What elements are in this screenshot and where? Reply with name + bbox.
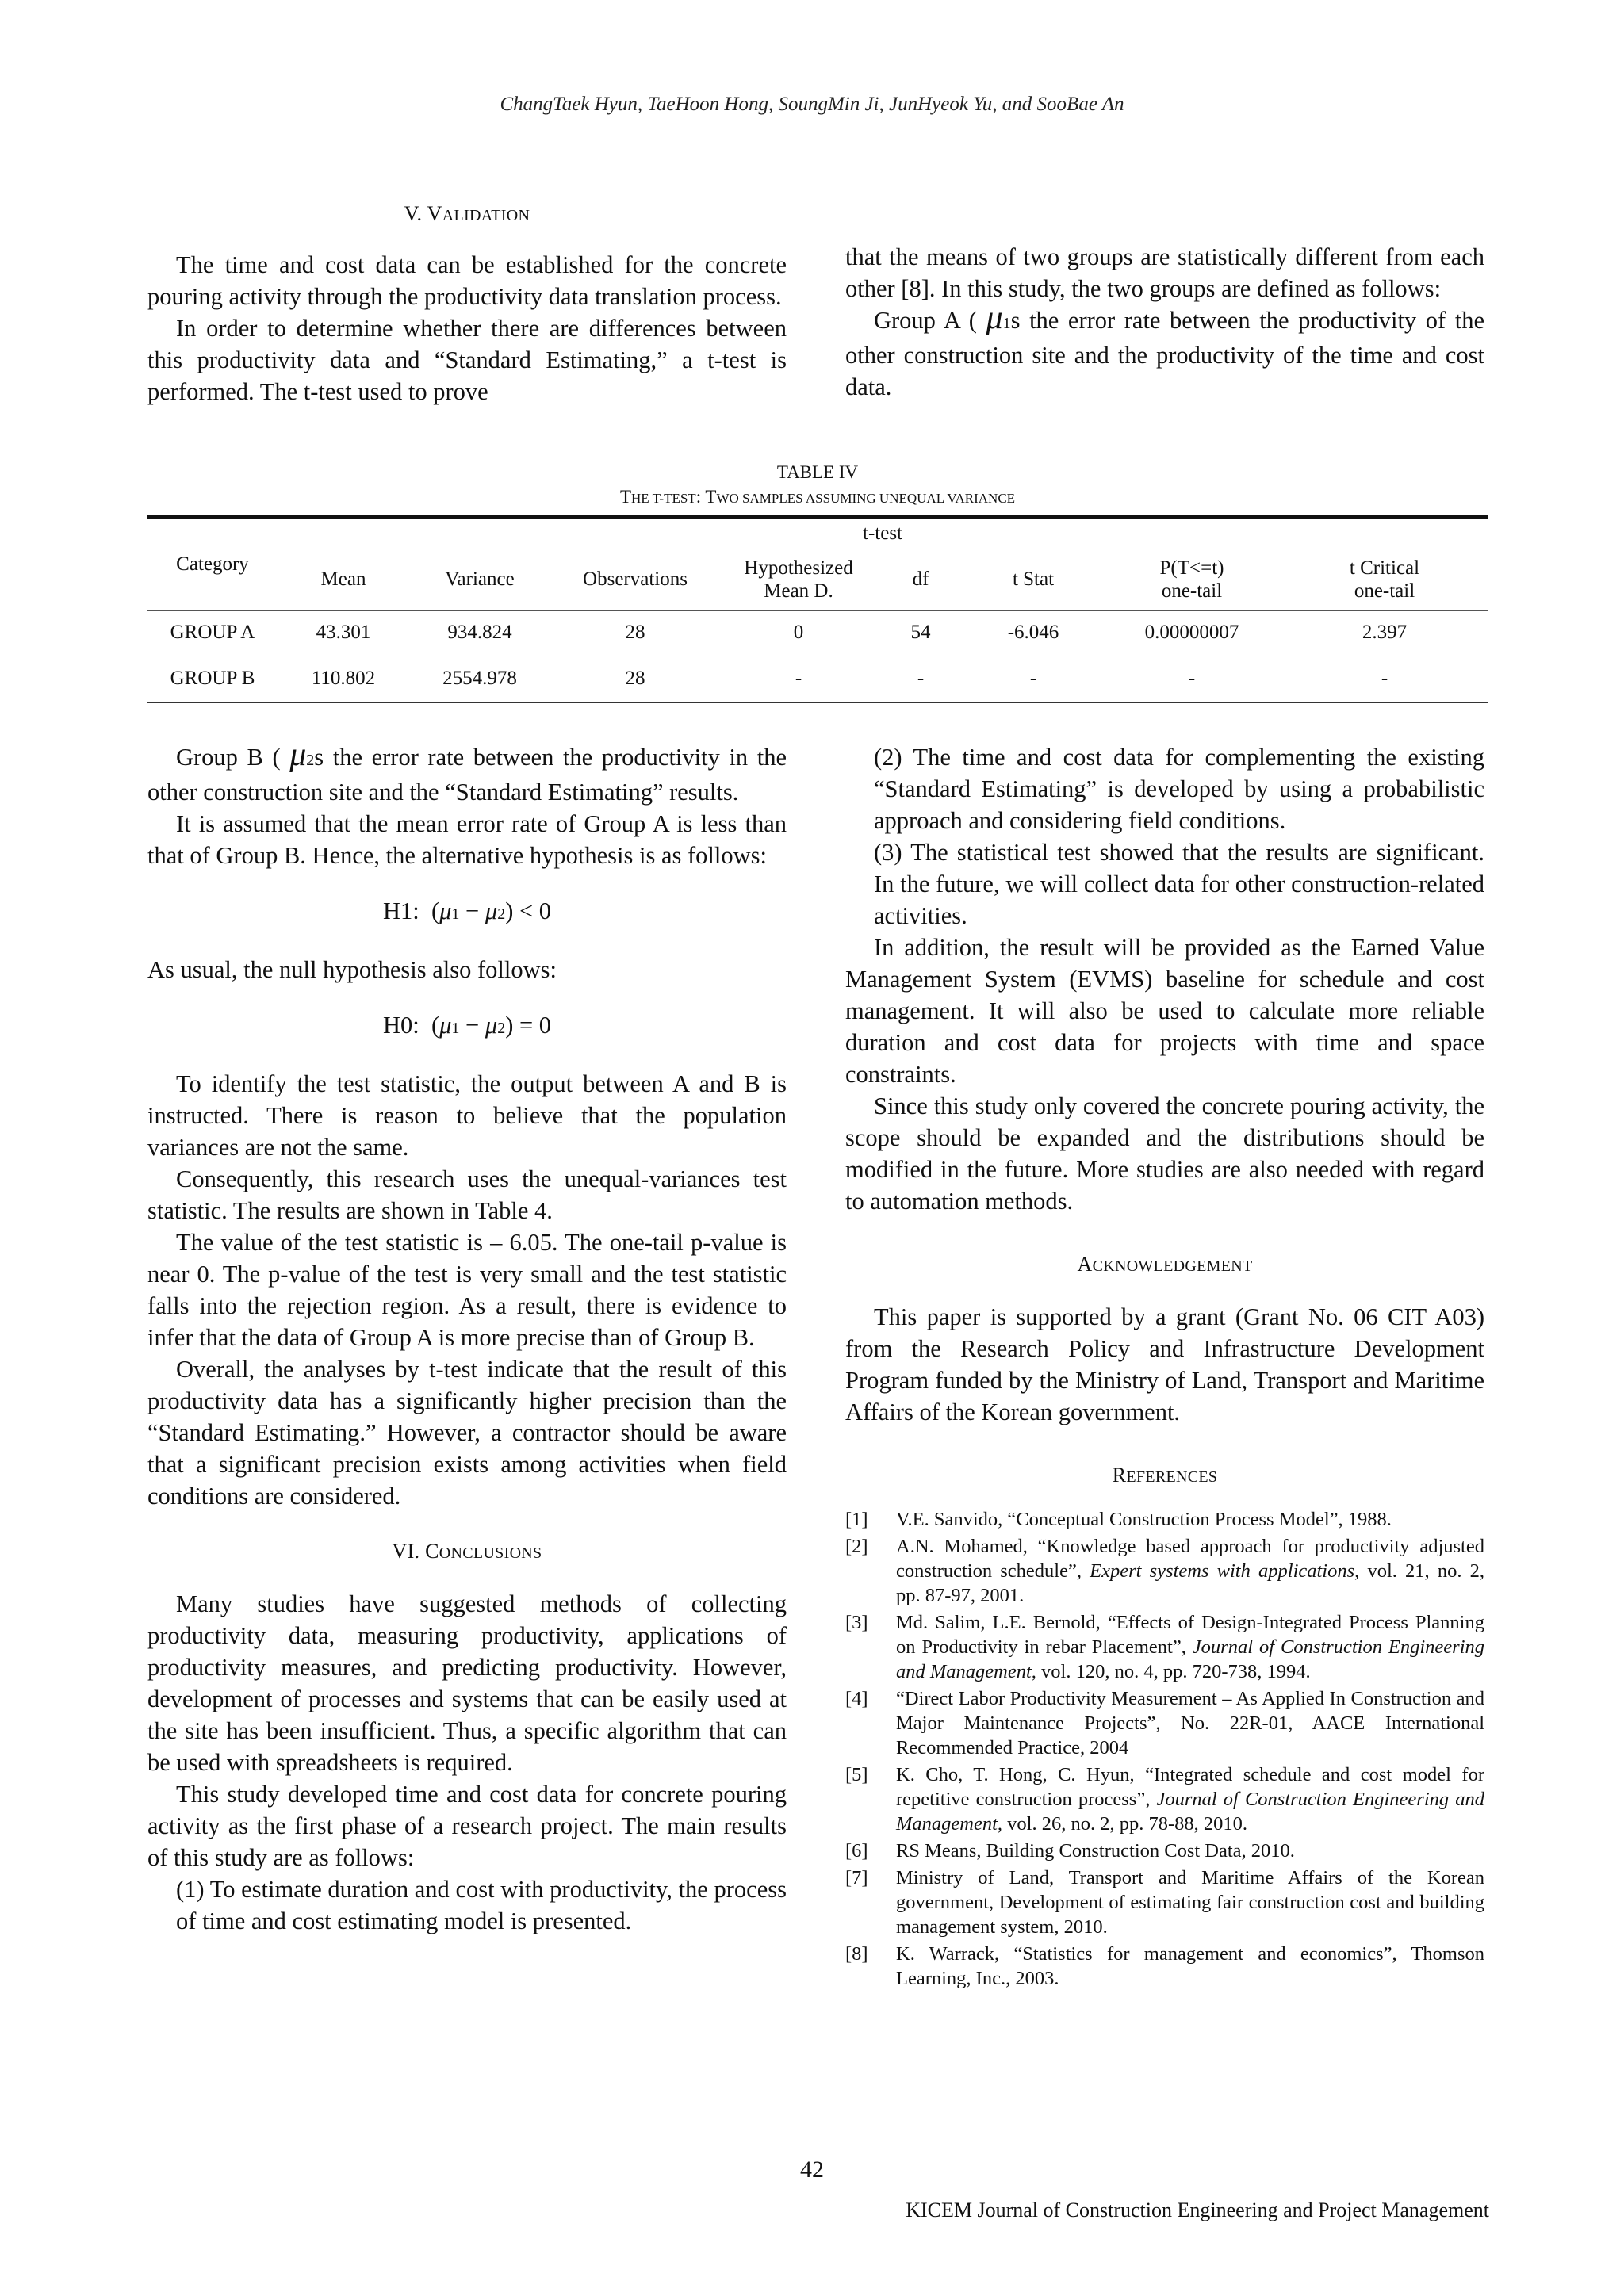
col-header: t Critical one-tail xyxy=(1281,549,1488,610)
column-header-row xyxy=(147,549,1488,610)
table-row xyxy=(147,655,1488,702)
reference-item: [6] RS Means, Building Construction Cost Data, 2010. xyxy=(845,1840,1295,1862)
category-header: Category xyxy=(176,553,249,575)
paragraph: To identify the test statistic, the output between A and B is instructed. There is reason to believe that the population variances are not the same. xyxy=(147,1070,787,1161)
paragraph: that the means of two groups are statistically different from each other [8]. In this study, the two groups are defined as follows: xyxy=(845,243,1484,302)
col-header: Variance xyxy=(409,549,550,610)
left-column-bottom xyxy=(147,737,787,1937)
result-item-3: (3) The statistical test showed that the results are significant. In the future, we will collect data for other construction-related activities. xyxy=(874,839,1484,929)
table-cell: -6.046 xyxy=(1007,622,1059,644)
table-cell: - xyxy=(1188,667,1196,689)
section-heading-references: REFERENCES xyxy=(1112,1464,1218,1487)
result-item-2: (2) The time and cost data for complementing the existing “Standard Estimating” is developed by using a probabilistic approach and considering field conditions. xyxy=(874,744,1484,834)
equation-h0: H0: (μ1 − μ2) = 0 xyxy=(382,1012,552,1039)
table-cell: GROUP B xyxy=(170,667,255,689)
page-number: 42 xyxy=(800,2156,824,2183)
paragraph: It is assumed that the mean error rate of Group A is less than that of Group B. Hence, the alternative hypothesis is as follows: xyxy=(147,810,787,869)
col-header: Observations xyxy=(550,549,720,610)
table-cell: 28 xyxy=(625,667,645,689)
paragraph: The value of the test statistic is – 6.05. The one-tail p-value is near 0. The p-value of the test is very small and the test statistic falls into the rejection region. As a result, there is evidence to infer that the data of Group A is more precise than of Group B. xyxy=(147,1229,787,1351)
table-cell: - xyxy=(1029,667,1037,689)
paragraph: This study developed time and cost data for concrete pouring activity as the first phase of a research project. The main results of this study are as follows: xyxy=(147,1781,787,1871)
group-b-definition: Group B ( μ2s the error rate between the productivity in the other construction site and the “Standard Estimating” results. xyxy=(147,737,787,806)
col-header: P(T<=t) one-tail xyxy=(1102,549,1281,610)
paragraph: In addition, the result will be provided as the Earned Value Management System (EVMS) baseline for schedule and cost management. It will also be used to calculate more reliable duration and cost data for projects with time and space constraints. xyxy=(845,934,1484,1088)
equation-h1: H1: (μ1 − μ2) < 0 xyxy=(382,897,552,924)
left-column-top xyxy=(147,198,787,408)
table-cell: 43.301 xyxy=(316,622,371,644)
table-cell: GROUP A xyxy=(170,622,255,644)
paragraph: Consequently, this research uses the unequal-variances test statistic. The results are shown in Table 4. xyxy=(147,1165,787,1224)
reference-item: [1] V.E. Sanvido, “Conceptual Construction Process Model”, 1988. xyxy=(845,1509,1392,1530)
col-header: Mean xyxy=(278,549,409,610)
acknowledgement-text: This paper is supported by a grant (Grant No. 06 CIT A03) from the Research Policy and Infrastructure Development Program funded by the Ministry of Land, Transport and Maritime Affairs of the Korean government. xyxy=(845,1303,1484,1425)
paragraph: The time and cost data can be established for the concrete pouring activity through the productivity data translation process. xyxy=(147,251,787,310)
reference-item: [5] K. Cho, T. Hong, C. Hyun, “Integrated schedule and cost model for repetitive construction process”, Journal of Construction Engineering and Management, vol. 26, no. 2, pp. 78-88, 2010. xyxy=(845,1764,1484,1835)
paragraph: Many studies have suggested methods of collecting productivity data, measuring productivity, applications of productivity measures, and predicting productivity. However, development of processes and systems that can be easily used at the site has been insufficient. Thus, a specific algorithm that can be used with spreadsheets is required. xyxy=(147,1590,787,1776)
reference-item: [2] A.N. Mohamed, “Knowledge based approach for productivity adjusted construction schedule”, Expert systems with applications, vol. 21, no. 2, pp. 87-97, 2001. xyxy=(845,1536,1484,1606)
section-heading-conclusions: VI. CONCLUSIONS xyxy=(392,1540,542,1563)
table-cell: 2554.978 xyxy=(442,667,517,689)
table-iv xyxy=(147,460,1488,703)
running-head: ChangTaek Hyun, TaeHoon Hong, SoungMin Ji, JunHyeok Yu, and SooBae An xyxy=(500,94,1124,115)
table-cell: 28 xyxy=(625,622,645,644)
reference-item: [3] Md. Salim, L.E. Bernold, “Effects of Design-Integrated Process Planning on Productivity in rebar Placement”, Journal of Construction Engineering and Management, vol. 120, no. 4, pp. 720-738, 1994. xyxy=(845,1612,1484,1682)
paragraph: Overall, the analyses by t-test indicate that the result of this productivity data has a significantly higher precision than the “Standard Estimating.” However, a contractor should be aware that a significant precision exists among activities when field conditions are considered. xyxy=(147,1356,787,1510)
ttest-group-header: t-test xyxy=(863,522,902,544)
table-cell: 2.397 xyxy=(1362,622,1408,644)
table-cell: 934.824 xyxy=(447,622,512,644)
col-header: t Stat xyxy=(964,549,1102,610)
section-heading-acknowledgement: ACKNOWLEDGEMENT xyxy=(1077,1253,1253,1276)
paragraph: As usual, the null hypothesis also follows: xyxy=(147,956,557,983)
ttest-table xyxy=(147,515,1488,703)
result-item-1: (1) To estimate duration and cost with productivity, the process of time and cost estimating model is presented. xyxy=(176,1876,787,1934)
table-row xyxy=(147,610,1488,655)
table-cell: - xyxy=(795,667,802,689)
table-title: TABLE IV xyxy=(776,462,859,482)
table-cell: - xyxy=(1381,667,1388,689)
paragraph: In order to determine whether there are differences between this productivity data and “Standard Estimating,” a t-test is performed. The t-test used to prove xyxy=(147,315,787,405)
table-cell: 54 xyxy=(910,622,931,644)
table-cell: 110.802 xyxy=(311,667,376,689)
group-a-definition: Group A ( μ1s the error rate between the productivity of the other construction site and the productivity of the time and cost data. xyxy=(845,300,1485,400)
table-cell: 0.00000007 xyxy=(1144,622,1239,644)
right-column-bottom xyxy=(845,741,1484,1993)
reference-list xyxy=(845,1507,1484,1991)
journal-footer: KICEM Journal of Construction Engineering and Project Management xyxy=(906,2198,1489,2221)
paragraph: Since this study only covered the concrete pouring activity, the scope should be expanded and the distributions should be modified in the future. More studies are also needed with regard to automation methods. xyxy=(845,1093,1484,1215)
reference-item: [7] Ministry of Land, Transport and Maritime Affairs of the Korean government, Development of estimating fair construction cost and building management system, 2010. xyxy=(845,1867,1484,1938)
col-header: df xyxy=(877,549,964,610)
table-cell: 0 xyxy=(793,622,804,644)
table-cell: - xyxy=(917,667,925,689)
right-column-top xyxy=(845,241,1484,403)
reference-item: [8] K. Warrack, “Statistics for management and economics”, Thomson Learning, Inc., 2003. xyxy=(845,1943,1484,1989)
table-subtitle: THE T-TEST: TWO SAMPLES ASSUMING UNEQUAL VARIANCE xyxy=(619,487,1016,507)
col-header: Hypothesized Mean D. xyxy=(720,549,877,610)
section-heading-validation: V. VALIDATION xyxy=(404,202,530,225)
reference-item: [4] “Direct Labor Productivity Measurement – As Applied In Construction and Major Maintenance Projects”, No. 22R-01, AACE International Recommended Practice, 2004 xyxy=(845,1688,1484,1758)
